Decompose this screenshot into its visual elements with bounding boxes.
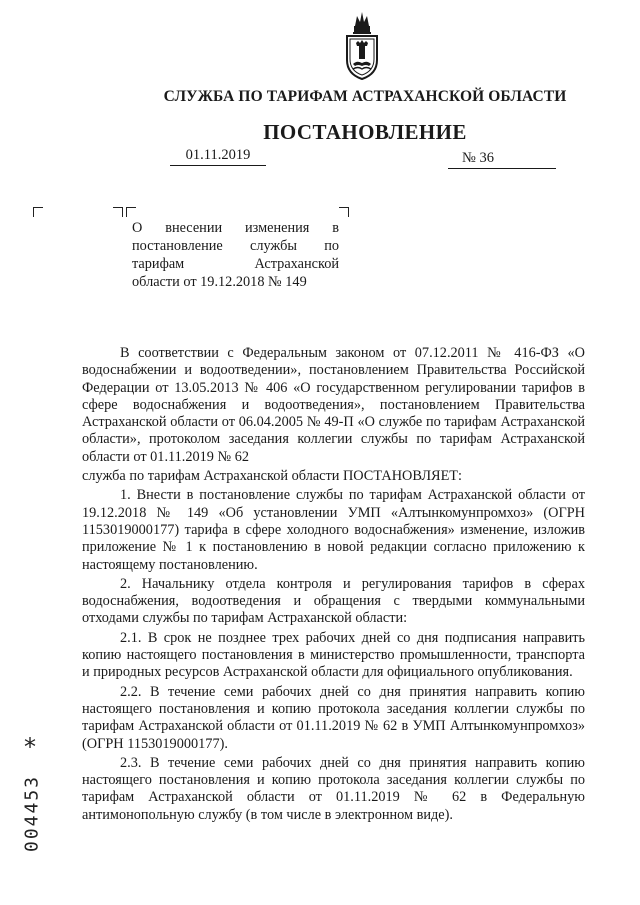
document-date: 01.11.2019 — [170, 147, 266, 166]
subject-line: постановление службы по — [132, 238, 339, 254]
item-2-1-paragraph: 2.1. В срок не позднее трех рабочих дней со дня подписания направить копию настоящего постановления в министерство промышленности, транспорта и природных ресурсов Астраханской области для официального опубликования. — [82, 629, 585, 681]
subject-line: тарифам Астраханской — [132, 256, 339, 272]
serial-number: 004453 — [21, 774, 43, 853]
subject-line: О внесении изменения в — [132, 220, 339, 236]
subject-corner-left — [33, 207, 43, 217]
item-2-2-paragraph: 2.2. В течение семи рабочих дней со дня принятия направить копию настоящего постановления и копию протокола заседания коллегии службы по тарифам Астраханской области от 01.11.2019 № 62 в УМП Алтынкомунпромхоз» (ОГРН 1153019000177). — [82, 683, 585, 752]
document-subject — [132, 219, 339, 291]
item-2-paragraph: 2. Начальнику отдела контроля и регулирования тарифов в сферах водоснабжения, водоотведения и обращения с твердыми коммунальными отходами службы по тарифам Астраханской области: — [82, 575, 585, 627]
serial-stamp — [22, 745, 42, 880]
subject-corner-right — [339, 207, 349, 217]
stamp-asterisk: * — [24, 733, 36, 761]
subject-line: области от 19.12.2018 № 149 — [132, 274, 307, 290]
document-body — [82, 345, 585, 826]
document-number: № 36 — [448, 150, 556, 169]
document-type-title: ПОСТАНОВЛЕНИЕ — [263, 120, 467, 144]
preamble-paragraph: В соответствии с Федеральным законом от 07.12.2011 № 416-ФЗ «О водоснабжении и водоотведении», постановлением Правительства Российской Федерации от 13.05.2013 № 406 «О государственном регулировании тарифов в сфере водоснабжения и водоотведения», постановлением Правительства Астраханской области от 06.04.2005 № 49-П «О службе по тарифам Астраханской области», протоколом заседания коллегии службы по тарифам Астраханской области от 01.11.2019 № 62 — [82, 345, 585, 465]
agency-name: СЛУЖБА ПО ТАРИФАМ АСТРАХАНСКОЙ ОБЛАСТИ — [163, 88, 567, 105]
resolve-line: служба по тарифам Астраханской области ПОСТАНОВЛЯЕТ: — [82, 468, 463, 485]
coat-of-arms-icon — [339, 8, 385, 82]
item-1-paragraph: 1. Внести в постановление службы по тарифам Астраханской области от 19.12.2018 № 149 «Об установлении УМП «Алтынкомунпромхоз» (ОГРН 1153019000177) тарифа в сфере холодного водоснабжения» изменение, изложив приложение № 1 к постановлению в новой редакции согласно приложению к настоящему постановлению. — [82, 487, 585, 573]
subject-corner-mid-b — [126, 207, 136, 217]
item-2-3-paragraph: 2.3. В течение семи рабочих дней со дня принятия направить копию настоящего постановления и копию протокола заседания коллегии службы по тарифам Астраханской области от 01.11.2019 № 62 в Федеральную антимонопольную службу (в том числе в электронном виде). — [82, 754, 585, 823]
subject-corner-mid-a — [113, 207, 123, 217]
